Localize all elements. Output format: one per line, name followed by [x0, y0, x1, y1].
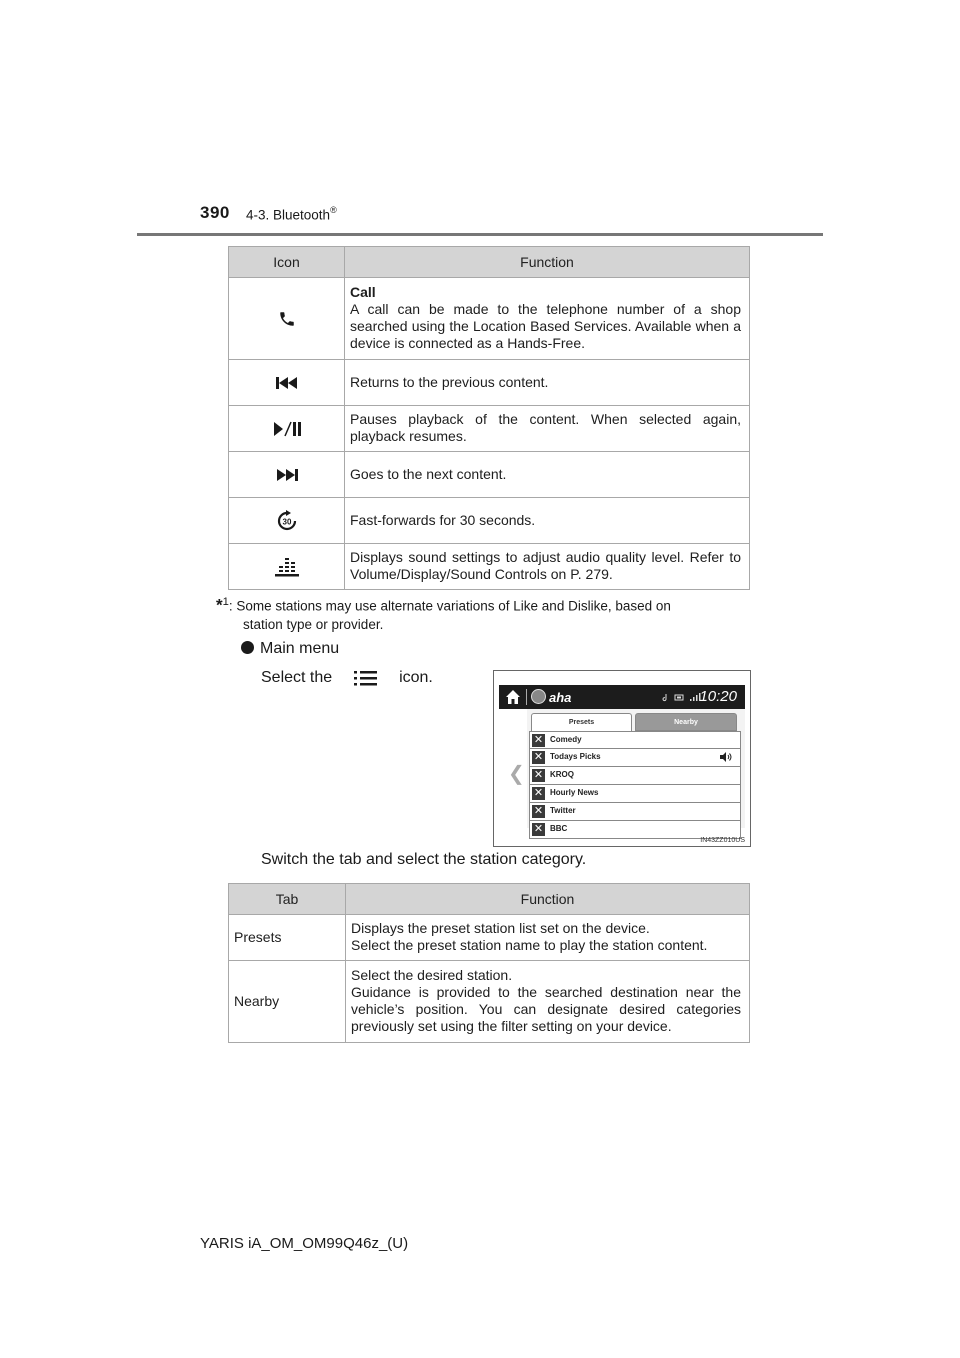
list-item[interactable]	[529, 749, 741, 767]
left-pane	[499, 709, 527, 828]
icon-function-table	[228, 246, 750, 590]
next-track-icon	[275, 468, 299, 482]
column-header-icon: Icon	[229, 247, 345, 278]
speaker-icon	[720, 752, 732, 762]
screen-body	[499, 709, 745, 835]
main-menu-heading-text: Main menu	[260, 640, 340, 657]
icon-cell	[229, 544, 345, 590]
footnote-marker: *	[216, 595, 223, 615]
device-screen	[499, 685, 745, 835]
footnote-number: 1	[222, 596, 229, 608]
table-row	[229, 452, 750, 498]
remove-station-icon[interactable]: ✕	[533, 769, 544, 781]
instruction-text-after: icon.	[399, 669, 433, 686]
skip-seconds-label: 30	[282, 517, 291, 526]
instruction-text-before: Select the	[261, 669, 333, 686]
previous-track-icon	[275, 376, 299, 390]
table-row	[229, 278, 750, 360]
table-header-row	[229, 247, 750, 278]
sound-settings-icon	[275, 557, 299, 577]
function-text: A call can be made to the telephone number of a shop searched using the Location Based Services. Available when a device is connected as a Hands-Free.	[350, 301, 741, 351]
icon-cell	[229, 406, 345, 452]
status-icons	[663, 692, 703, 704]
header-rule	[137, 233, 823, 236]
function-text: Pauses playback of the content. When selected again, playback resumes.	[350, 411, 741, 444]
function-label: Call	[350, 284, 376, 300]
home-icon	[505, 689, 521, 705]
function-cell	[345, 360, 750, 406]
function-text: Select the preset station name to play the station content.	[351, 937, 708, 953]
list-item[interactable]	[529, 767, 741, 785]
remove-station-icon[interactable]: ✕	[533, 787, 544, 799]
station-name: Todays Picks	[550, 752, 601, 761]
list-menu-icon	[337, 671, 395, 685]
page-number: 390	[200, 203, 230, 222]
footnote-continuation: station type or provider.	[243, 616, 384, 632]
manual-id-footer: YARIS iA_OM_OM99Q46z_(U)	[200, 1235, 409, 1252]
table-row	[229, 915, 750, 961]
screen-top-bar	[499, 685, 745, 709]
function-text: Goes to the next content.	[350, 465, 507, 482]
function-cell	[345, 278, 750, 360]
function-cell	[346, 961, 750, 1043]
function-text: Guidance is provided to the searched destination near the vehicle’s position. You can designate desired categories previously set using the filter setting on your device.	[351, 984, 741, 1034]
bullet-icon	[241, 641, 254, 654]
function-cell	[345, 452, 750, 498]
app-title: aha	[549, 690, 572, 705]
station-name: Twitter	[550, 806, 576, 815]
icon-cell	[229, 452, 345, 498]
table-row	[229, 961, 750, 1043]
station-name: KROQ	[550, 770, 574, 779]
tab-function-table	[228, 883, 750, 1043]
icon-cell	[229, 278, 345, 360]
function-text: Fast-forwards for 30 seconds.	[350, 511, 536, 528]
clock: 10:20	[699, 688, 737, 705]
function-cell	[345, 406, 750, 452]
list-item[interactable]	[529, 785, 741, 803]
top-bar-separator	[526, 689, 527, 705]
main-menu-instruction	[261, 669, 433, 687]
phone-icon	[278, 310, 296, 328]
icon-cell	[229, 360, 345, 406]
registered-mark: ®	[330, 205, 337, 215]
tab-nearby[interactable]: Nearby	[635, 713, 737, 731]
table-row	[229, 360, 750, 406]
function-cell	[346, 915, 750, 961]
footnote	[216, 593, 746, 634]
list-item[interactable]	[529, 731, 741, 749]
function-cell	[345, 544, 750, 590]
function-text: Returns to the previous content.	[350, 373, 549, 390]
image-code: IN43ZZ010US	[700, 837, 745, 844]
device-screenshot	[493, 670, 751, 847]
skip-forward-30-icon	[276, 510, 298, 532]
section-title-text: 4-3. Bluetooth	[246, 207, 331, 223]
switch-tab-instruction: Switch the tab and select the station category.	[261, 851, 587, 868]
footnote-text: : Some stations may use alternate variations of Like and Dislike, based on	[228, 598, 671, 614]
station-list	[529, 731, 741, 839]
column-header-function: Function	[345, 247, 750, 278]
station-name: Hourly News	[550, 788, 599, 797]
play-pause-icon	[272, 421, 302, 437]
tab-name-cell: Nearby	[229, 961, 346, 1043]
table-row	[229, 544, 750, 590]
main-menu-heading	[241, 640, 339, 658]
column-header-tab: Tab	[229, 884, 346, 915]
function-text: Displays the preset station list set on the device.	[351, 920, 650, 936]
icon-cell	[229, 498, 345, 544]
function-text: Displays sound settings to adjust audio quality level. Refer to Volume/Display/Sound Controls on P. 279.	[350, 549, 741, 582]
tab-presets[interactable]: Presets	[531, 713, 632, 731]
remove-station-icon[interactable]: ✕	[533, 805, 544, 817]
back-arrow-icon[interactable]: ❮	[508, 763, 525, 785]
station-name: Comedy	[550, 735, 582, 744]
remove-station-icon[interactable]: ✕	[533, 734, 544, 746]
column-header-function: Function	[346, 884, 750, 915]
tab-strip	[531, 713, 737, 731]
function-cell	[345, 498, 750, 544]
section-title	[246, 206, 337, 223]
table-header-row	[229, 884, 750, 915]
remove-station-icon[interactable]: ✕	[533, 823, 544, 835]
station-name: BBC	[550, 824, 568, 833]
table-row	[229, 406, 750, 452]
remove-station-icon[interactable]: ✕	[533, 751, 544, 763]
function-text: Select the desired station.	[351, 967, 513, 983]
table-row	[229, 498, 750, 544]
list-item[interactable]	[529, 803, 741, 821]
tab-name-cell: Presets	[229, 915, 346, 961]
app-logo-icon	[531, 689, 546, 704]
